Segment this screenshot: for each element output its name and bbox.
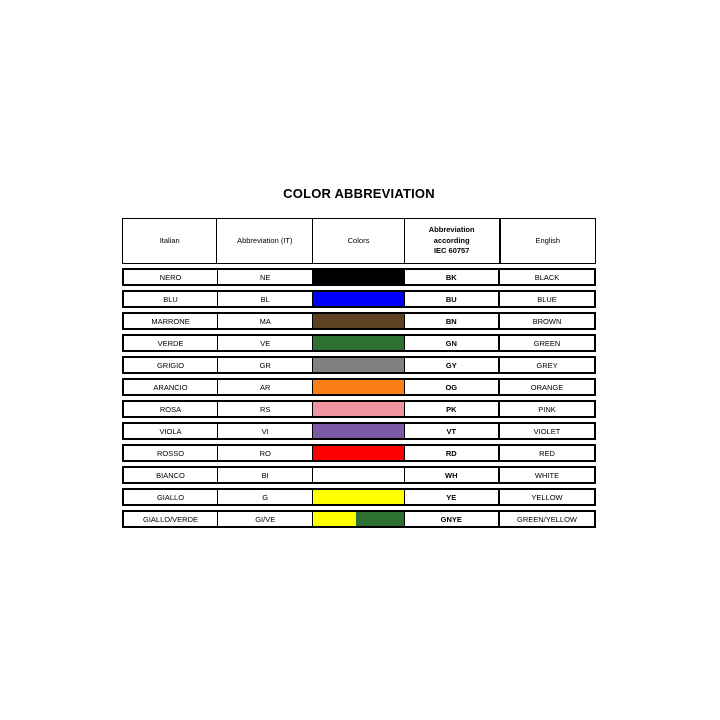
italian-name: BLU xyxy=(124,292,218,306)
abbreviation-iec: WH xyxy=(405,468,500,482)
color-swatch-cell xyxy=(313,424,404,438)
italian-name: GIALLO xyxy=(124,490,218,504)
italian-name: VERDE xyxy=(124,336,218,350)
english-name: BLACK xyxy=(534,272,560,282)
english-name: YELLOW xyxy=(531,492,563,502)
abbreviation-it: RS xyxy=(218,402,313,416)
swatch-color xyxy=(313,424,403,438)
abbreviation-it: BL xyxy=(218,292,313,306)
english-name: RED xyxy=(539,448,555,458)
color-swatch xyxy=(313,380,403,394)
swatch-color-green xyxy=(356,512,404,526)
swatch-color xyxy=(313,270,403,284)
color-swatch-cell xyxy=(313,468,404,482)
swatch-color xyxy=(313,292,403,306)
abbreviation-it: AR xyxy=(218,380,313,394)
abbreviation-it: GI/VE xyxy=(218,512,313,526)
header-abbreviation-it: Abbreviation (IT) xyxy=(217,219,313,263)
swatch-color xyxy=(313,358,403,372)
english-name: GREEN/YELLOW xyxy=(516,514,577,524)
color-swatch xyxy=(313,314,403,328)
abbreviation-iec: YE xyxy=(405,490,500,504)
abbreviation-iec: BU xyxy=(405,292,500,306)
table-header-row xyxy=(122,218,596,264)
english-name: GREEN xyxy=(533,338,561,348)
color-swatch-cell xyxy=(313,314,404,328)
color-swatch xyxy=(313,446,403,460)
swatch-color xyxy=(313,336,403,350)
swatch-color xyxy=(313,446,403,460)
italian-name: BIANCO xyxy=(124,468,218,482)
abbreviation-iec: PK xyxy=(405,402,500,416)
header-abbreviation-iec xyxy=(405,219,501,263)
swatch-color xyxy=(313,380,403,394)
color-swatch-cell xyxy=(313,358,404,372)
table-row-grey xyxy=(122,356,596,374)
page-title: COLOR ABBREVIATION xyxy=(283,186,435,201)
english-name: WHITE xyxy=(534,470,560,480)
english-name: BROWN xyxy=(532,316,562,326)
abbreviation-iec: GY xyxy=(405,358,500,372)
english-name: ORANGE xyxy=(530,382,564,392)
abbreviation-it: MA xyxy=(218,314,313,328)
color-swatch-cell xyxy=(313,402,404,416)
color-abbreviation-table xyxy=(122,218,596,528)
abbreviation-it: VI xyxy=(218,424,313,438)
header-italian: Italian xyxy=(123,219,217,263)
color-swatch-cell xyxy=(313,512,404,526)
table-row-yellow xyxy=(122,488,596,506)
color-swatch-cell xyxy=(313,292,404,306)
color-swatch xyxy=(313,402,403,416)
abbreviation-it: RO xyxy=(218,446,313,460)
abbreviation-iec: RD xyxy=(405,446,500,460)
swatch-color xyxy=(313,402,403,416)
swatch-color xyxy=(313,468,403,482)
swatch-color xyxy=(313,490,403,504)
table-row-white xyxy=(122,466,596,484)
table-row-green-yellow xyxy=(122,510,596,528)
table-row-brown xyxy=(122,312,596,330)
italian-name: VIOLA xyxy=(124,424,218,438)
color-swatch-cell xyxy=(313,336,404,350)
table-row-blue xyxy=(122,290,596,308)
abbreviation-iec: BN xyxy=(405,314,500,328)
english-name: BLUE xyxy=(537,294,557,304)
header-iec-line-2: according xyxy=(433,235,470,245)
table-row-violet xyxy=(122,422,596,440)
color-swatch-cell xyxy=(313,446,404,460)
color-swatch-cell xyxy=(313,380,404,394)
abbreviation-iec: VT xyxy=(405,424,500,438)
abbreviation-it: GR xyxy=(218,358,313,372)
color-swatch xyxy=(313,490,403,504)
english-name: VIOLET xyxy=(533,426,561,436)
color-swatch xyxy=(313,358,403,372)
color-swatch-cell xyxy=(313,490,404,504)
abbreviation-it: NE xyxy=(218,270,313,284)
color-swatch xyxy=(313,336,403,350)
color-swatch-cell xyxy=(313,270,404,284)
italian-name: GRIGIO xyxy=(124,358,218,372)
italian-name: ROSSO xyxy=(124,446,218,460)
abbreviation-iec: OG xyxy=(405,380,500,394)
table-row-green xyxy=(122,334,596,352)
abbreviation-it: BI xyxy=(218,468,313,482)
color-swatch xyxy=(313,292,403,306)
italian-name: ARANCIO xyxy=(124,380,218,394)
color-swatch xyxy=(313,468,403,482)
header-colors: Colors xyxy=(313,219,405,263)
abbreviation-it: VE xyxy=(218,336,313,350)
table-row-pink xyxy=(122,400,596,418)
table-row-black xyxy=(122,268,596,286)
swatch-color xyxy=(313,314,403,328)
header-english: English xyxy=(535,235,561,245)
color-swatch-split xyxy=(313,512,403,526)
italian-name: NERO xyxy=(124,270,218,284)
table-row-orange xyxy=(122,378,596,396)
header-iec-line-1: Abbreviation xyxy=(428,224,475,234)
italian-name: GIALLO/VERDE xyxy=(124,512,218,526)
swatch-color-yellow xyxy=(313,512,355,526)
table-row-red xyxy=(122,444,596,462)
header-iec-line-3: IEC 60757 xyxy=(433,246,470,256)
italian-name: ROSA xyxy=(124,402,218,416)
english-name: PINK xyxy=(538,404,556,414)
abbreviation-iec: GN xyxy=(405,336,500,350)
abbreviation-iec: GNYE xyxy=(405,512,500,526)
english-name: GREY xyxy=(536,360,558,370)
color-swatch xyxy=(313,424,403,438)
italian-name: MARRONE xyxy=(124,314,218,328)
abbreviation-iec: BK xyxy=(405,270,500,284)
abbreviation-it: G xyxy=(218,490,313,504)
color-swatch xyxy=(313,270,403,284)
